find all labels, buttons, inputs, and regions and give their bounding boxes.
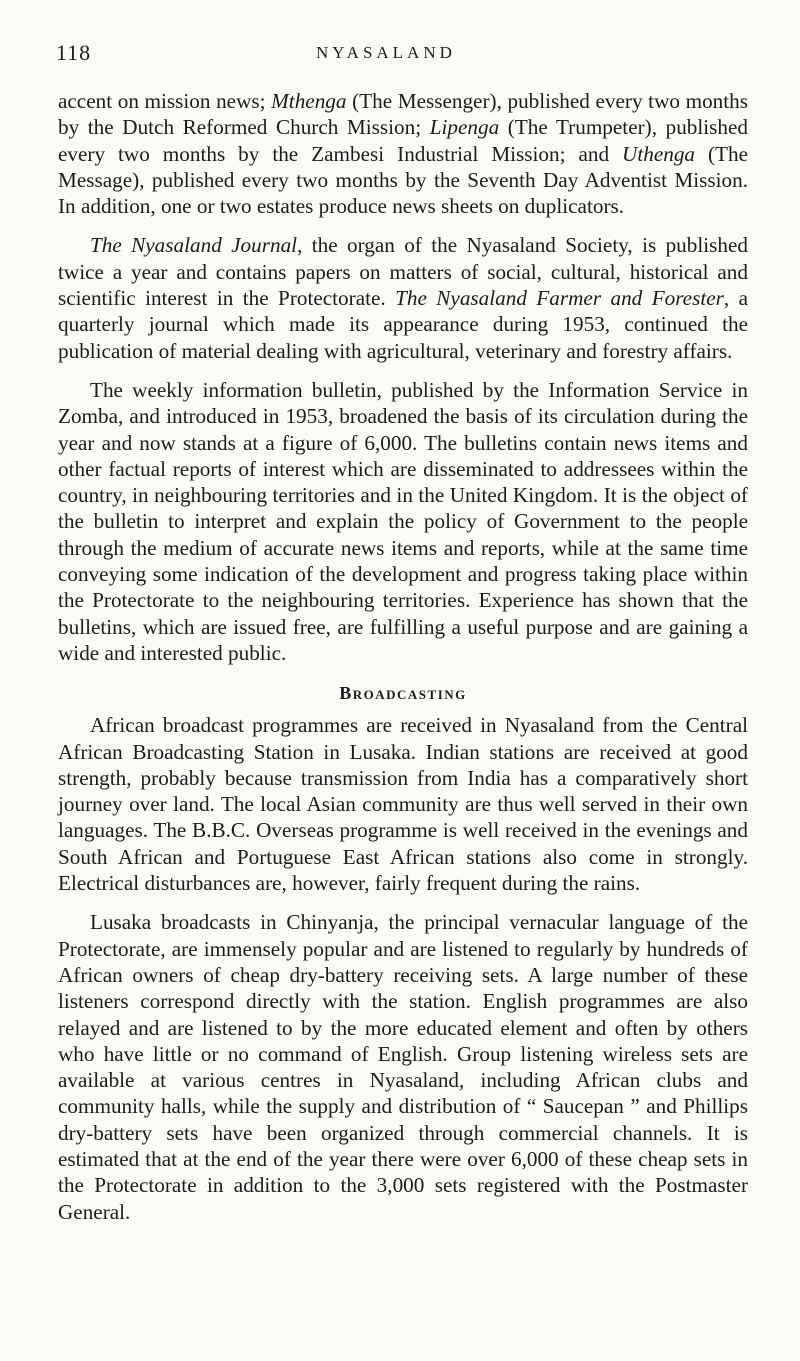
paragraph-mission-news <box>58 88 748 219</box>
page-number: 118 <box>56 40 92 65</box>
paragraph-broadcast-reception: African broadcast programmes are received in Nyasaland from the Central African Broadcasting Station in Lusaka. Indian stations are received at good strength, probably because transmission from India has a comparatively short journey over land. The local Asian community are thus well served in their own languages. The B.B.C. Overseas programme is well received in the evenings and South African and Portuguese East African stations also come in strongly. Electrical disturbances are, however, fairly frequent during the rains. <box>58 713 748 896</box>
text-segment: (The Message), published every two months by the Seventh Day Adventist Mission. In addition, one or two estates produce news sheets on duplicators. <box>58 141 748 219</box>
italic-title-farmer-and-forester: The Nyasaland Farmer and Forester <box>395 286 724 311</box>
running-title: NYASALAND <box>316 43 456 62</box>
italic-title-lipenga: Lipenga <box>429 115 500 140</box>
italic-title-mthenga: Mthenga <box>271 89 347 113</box>
paragraph-information-bulletin: The weekly information bulletin, published by the Information Service in Zomba, and introduced in 1953, broadened the basis of its circulation during the year and now stands at a figure of 6,000. The bulletins contain news items and other factual reports of interest which are disseminated to addressees within the country, in neighbouring territories and in the United Kingdom. It is the object of the bulletin to interpret and explain the policy of Government to the people through the medium of accurate news items and reports, while at the same time conveying some indication of the development and progress taking place within the Protectorate to the neighbouring territories. Experience has shown that the bulletins, which are issued free, are fulfilling a useful purpose and are gaining a wide and interested public. <box>58 377 748 665</box>
text-segment: (The Messenger), published every two months by the Dutch Reformed Church Mission; <box>58 89 748 140</box>
section-heading-broadcasting: Broadcasting <box>339 683 467 704</box>
text-segment: accent on mission news; <box>58 89 272 113</box>
italic-title-nyasaland-journal: The Nyasaland Journal <box>90 233 298 258</box>
text-segment: (The Trumpeter), published every two months by the Zambesi Industrial Mission; and <box>58 115 748 166</box>
page-content <box>58 40 748 1225</box>
italic-title-uthenga: Uthenga <box>622 141 696 166</box>
paragraph-journals <box>58 232 748 363</box>
paragraph-lusaka-broadcasts: Lusaka broadcasts in Chinyanja, the principal vernacular language of the Protectorate, are immensely popular and are listened to regularly by hundreds of African owners of cheap dry-battery receiving sets. A large number of these listeners correspond directly with the station. English programmes are also relayed and are listened to by the more educated element and often by others who have little or no command of English. Group listening wireless sets are available at various centres in Nyasaland, including African clubs and community halls, while the supply and distribution of “ Saucepan ” and Phillips dry-battery sets have been organized through commercial channels. It is estimated that at the end of the year there were over 6,000 of these cheap sets in the Protectorate in addition to the 3,000 sets registered with the Postmaster General. <box>58 910 748 1224</box>
running-head <box>58 40 748 74</box>
text-segment: , a quarterly journal which made its appearance during 1953, continued the publication of material dealing with agricultural, veterinary and forestry affairs. <box>58 286 748 363</box>
text-segment: , the organ of the Nyasaland Society, is published twice a year and contains papers on matters of social, cultural, historical and scientific interest in the Protectorate. <box>58 233 748 311</box>
